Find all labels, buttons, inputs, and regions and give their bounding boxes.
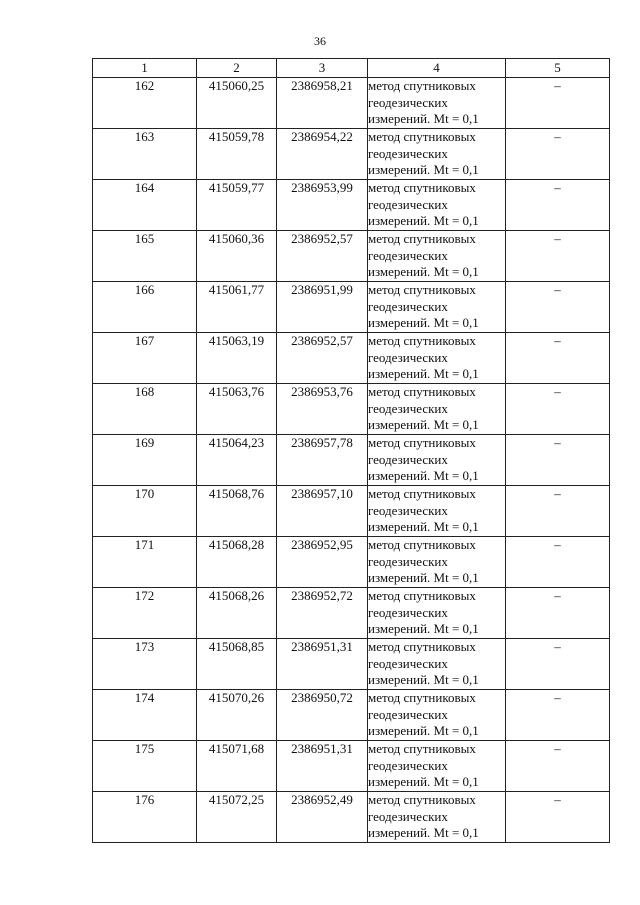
point-number-cell: 164 (93, 180, 197, 231)
header-col-5: 5 (506, 59, 610, 78)
column-5-cell: – (506, 741, 610, 792)
point-number-cell: 172 (93, 588, 197, 639)
x-coordinate-cell: 415064,23 (197, 435, 277, 486)
method-line: метод спутниковых (368, 231, 476, 246)
page-number: 36 (314, 34, 326, 48)
x-coordinate-cell: 415063,19 (197, 333, 277, 384)
table-row (93, 435, 610, 486)
method-line: метод спутниковых (368, 282, 476, 297)
y-coordinate-cell: 2386952,57 (277, 333, 368, 384)
method-line: геодезических (368, 451, 448, 467)
y-coordinate-cell: 2386957,10 (277, 486, 368, 537)
method-line: измерений. Mt = 0,1 (368, 417, 479, 432)
y-coordinate-cell: 2386950,72 (277, 690, 368, 741)
table-row (93, 741, 610, 792)
method-line: геодезических (368, 604, 448, 620)
column-5-cell: – (506, 588, 610, 639)
method-cell (368, 741, 506, 792)
method-line: метод спутниковых (368, 384, 476, 399)
y-coordinate-cell: 2386951,99 (277, 282, 368, 333)
method-line: метод спутниковых (368, 180, 476, 195)
point-number-cell: 167 (93, 333, 197, 384)
method-line: геодезических (368, 298, 448, 314)
y-coordinate-cell: 2386952,57 (277, 231, 368, 282)
x-coordinate-cell: 415071,68 (197, 741, 277, 792)
table-row (93, 180, 610, 231)
x-coordinate-cell: 415061,77 (197, 282, 277, 333)
point-number-cell: 168 (93, 384, 197, 435)
method-line: геодезических (368, 502, 448, 518)
point-number-cell: 176 (93, 792, 197, 843)
method-cell (368, 690, 506, 741)
header-col-4: 4 (368, 59, 506, 78)
method-cell (368, 792, 506, 843)
method-line: измерений. Mt = 0,1 (368, 111, 479, 126)
coordinates-table (92, 58, 610, 843)
method-cell (368, 588, 506, 639)
method-cell (368, 384, 506, 435)
method-line: измерений. Mt = 0,1 (368, 774, 479, 789)
column-5-cell: – (506, 537, 610, 588)
method-cell (368, 78, 506, 129)
column-5-cell: – (506, 435, 610, 486)
method-line: измерений. Mt = 0,1 (368, 366, 479, 381)
column-5-cell: – (506, 639, 610, 690)
method-line: геодезических (368, 706, 448, 722)
method-line: геодезических (368, 94, 448, 110)
table-body (93, 78, 610, 843)
method-cell (368, 129, 506, 180)
method-line: метод спутниковых (368, 537, 476, 552)
method-line: геодезических (368, 247, 448, 263)
y-coordinate-cell: 2386958,21 (277, 78, 368, 129)
method-line: измерений. Mt = 0,1 (368, 723, 479, 738)
column-5-cell: – (506, 333, 610, 384)
header-col-3: 3 (277, 59, 368, 78)
header-col-1: 1 (93, 59, 197, 78)
table-row (93, 78, 610, 129)
method-cell (368, 537, 506, 588)
method-line: измерений. Mt = 0,1 (368, 570, 479, 585)
table-row (93, 792, 610, 843)
point-number-cell: 173 (93, 639, 197, 690)
y-coordinate-cell: 2386954,22 (277, 129, 368, 180)
y-coordinate-cell: 2386952,49 (277, 792, 368, 843)
table-row (93, 588, 610, 639)
method-line: метод спутниковых (368, 486, 476, 501)
x-coordinate-cell: 415059,78 (197, 129, 277, 180)
table-row (93, 486, 610, 537)
point-number-cell: 169 (93, 435, 197, 486)
method-line: геодезических (368, 553, 448, 569)
method-line: измерений. Mt = 0,1 (368, 213, 479, 228)
column-5-cell: – (506, 129, 610, 180)
method-line: метод спутниковых (368, 588, 476, 603)
column-5-cell: – (506, 690, 610, 741)
x-coordinate-cell: 415068,26 (197, 588, 277, 639)
method-line: геодезических (368, 349, 448, 365)
y-coordinate-cell: 2386953,99 (277, 180, 368, 231)
header-row (93, 59, 610, 78)
point-number-cell: 165 (93, 231, 197, 282)
method-cell (368, 180, 506, 231)
method-line: геодезических (368, 145, 448, 161)
x-coordinate-cell: 415068,85 (197, 639, 277, 690)
x-coordinate-cell: 415060,25 (197, 78, 277, 129)
method-line: геодезических (368, 196, 448, 212)
y-coordinate-cell: 2386952,95 (277, 537, 368, 588)
method-cell (368, 639, 506, 690)
method-cell (368, 333, 506, 384)
point-number-cell: 171 (93, 537, 197, 588)
method-line: метод спутниковых (368, 333, 476, 348)
method-line: измерений. Mt = 0,1 (368, 825, 479, 840)
column-5-cell: – (506, 486, 610, 537)
x-coordinate-cell: 415060,36 (197, 231, 277, 282)
x-coordinate-cell: 415059,77 (197, 180, 277, 231)
method-line: метод спутниковых (368, 435, 476, 450)
table-row (93, 537, 610, 588)
y-coordinate-cell: 2386957,78 (277, 435, 368, 486)
y-coordinate-cell: 2386952,72 (277, 588, 368, 639)
point-number-cell: 170 (93, 486, 197, 537)
column-5-cell: – (506, 384, 610, 435)
column-5-cell: – (506, 792, 610, 843)
method-line: метод спутниковых (368, 792, 476, 807)
table-row (93, 333, 610, 384)
table-row (93, 384, 610, 435)
method-line: метод спутниковых (368, 639, 476, 654)
column-5-cell: – (506, 282, 610, 333)
method-line: геодезических (368, 757, 448, 773)
method-line: измерений. Mt = 0,1 (368, 162, 479, 177)
method-line: измерений. Mt = 0,1 (368, 621, 479, 636)
table-row (93, 129, 610, 180)
table-header (93, 59, 610, 78)
method-cell (368, 486, 506, 537)
method-line: измерений. Mt = 0,1 (368, 315, 479, 330)
method-cell (368, 282, 506, 333)
method-line: геодезических (368, 808, 448, 824)
method-line: измерений. Mt = 0,1 (368, 519, 479, 534)
header-col-2: 2 (197, 59, 277, 78)
method-cell (368, 435, 506, 486)
table-row (93, 231, 610, 282)
y-coordinate-cell: 2386951,31 (277, 639, 368, 690)
y-coordinate-cell: 2386953,76 (277, 384, 368, 435)
method-line: измерений. Mt = 0,1 (368, 264, 479, 279)
method-line: измерений. Mt = 0,1 (368, 468, 479, 483)
point-number-cell: 175 (93, 741, 197, 792)
x-coordinate-cell: 415063,76 (197, 384, 277, 435)
point-number-cell: 162 (93, 78, 197, 129)
table-row (93, 639, 610, 690)
x-coordinate-cell: 415072,25 (197, 792, 277, 843)
method-line: метод спутниковых (368, 129, 476, 144)
method-cell (368, 231, 506, 282)
point-number-cell: 166 (93, 282, 197, 333)
y-coordinate-cell: 2386951,31 (277, 741, 368, 792)
column-5-cell: – (506, 180, 610, 231)
x-coordinate-cell: 415070,26 (197, 690, 277, 741)
point-number-cell: 163 (93, 129, 197, 180)
method-line: метод спутниковых (368, 690, 476, 705)
column-5-cell: – (506, 231, 610, 282)
table-row (93, 282, 610, 333)
method-line: метод спутниковых (368, 741, 476, 756)
x-coordinate-cell: 415068,76 (197, 486, 277, 537)
x-coordinate-cell: 415068,28 (197, 537, 277, 588)
method-line: геодезических (368, 400, 448, 416)
point-number-cell: 174 (93, 690, 197, 741)
table-row (93, 690, 610, 741)
method-line: измерений. Mt = 0,1 (368, 672, 479, 687)
column-5-cell: – (506, 78, 610, 129)
method-line: метод спутниковых (368, 78, 476, 93)
method-line: геодезических (368, 655, 448, 671)
